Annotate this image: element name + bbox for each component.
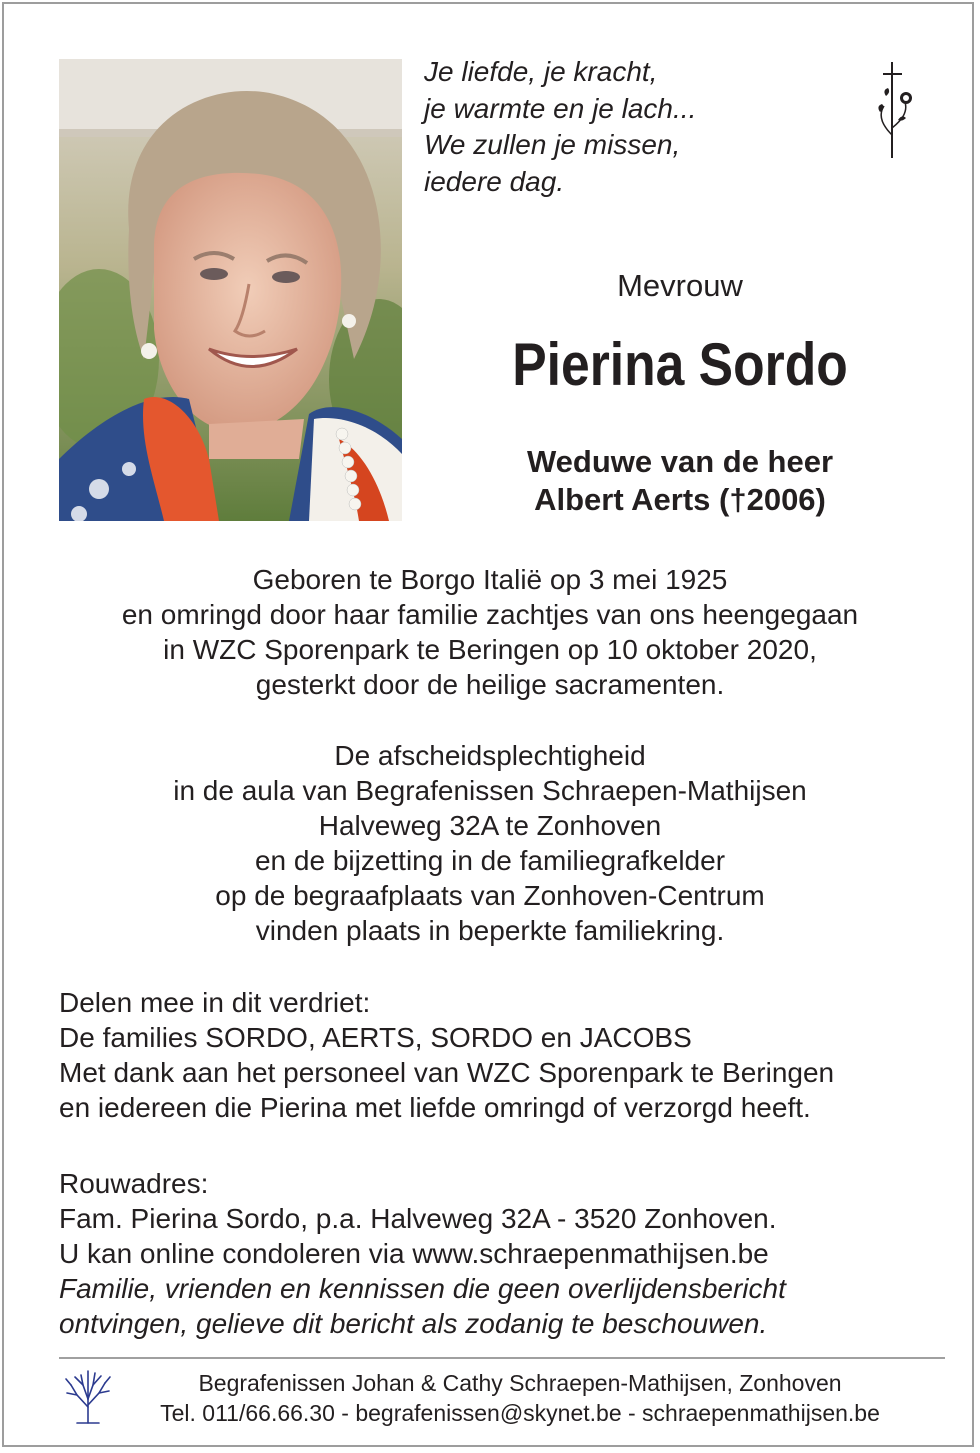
widow-statement [430, 443, 930, 519]
widow-line: Albert Aerts (†2006) [534, 482, 826, 517]
text-line: Halveweg 32A te Zonhoven [318, 810, 662, 841]
poem-line: We zullen je missen, [424, 129, 681, 160]
text-line: vinden plaats in beperkte familiekring. [255, 915, 725, 946]
condolence-link: U kan online condoleren via www.schraepenmathijsen.be [59, 1238, 769, 1269]
text-line: Delen mee in dit verdriet: [59, 987, 371, 1018]
text-line: ontvingen, gelieve dit bericht als zodanig te beschouwen. [59, 1308, 768, 1339]
poem-line: je warmte en je lach... [424, 92, 697, 124]
text-line: gesterkt door de heilige sacramenten. [255, 669, 725, 700]
portrait-photo [59, 59, 402, 521]
cross-with-rose-icon [872, 60, 916, 160]
funeral-home-footer [110, 1368, 930, 1428]
text-line: en de bijzetting in de familiegrafkelder [254, 845, 726, 876]
text-line: en omringd door haar familie zachtjes van ons heengegaan [121, 599, 859, 630]
text-line: De families SORDO, AERTS, SORDO en JACOBS [59, 1022, 692, 1053]
text-line: en iedereen die Pierina met liefde omringd of verzorgd heeft. [59, 1092, 811, 1123]
poem-line: iedere dag. [424, 165, 565, 197]
widow-line: Weduwe van de heer [526, 444, 834, 479]
text-line: Geboren te Borgo Italië op 3 mei 1925 [252, 564, 728, 595]
text-line: Fam. Pierina Sordo, p.a. Halveweg 32A - 3520 Zonhoven. [59, 1203, 777, 1234]
divider [59, 1357, 945, 1359]
poem [424, 54, 754, 200]
deceased-name: Pierina Sordo [512, 331, 848, 398]
text-line: Met dank aan het personeel van WZC Sporenpark te Beringen [59, 1057, 835, 1088]
ceremony-block [40, 738, 940, 948]
text-line: in WZC Sporenpark te Beringen op 10 oktober 2020, [163, 634, 817, 665]
text-line: in de aula van Begrafenissen Schraepen-Mathijsen [173, 775, 807, 806]
funeral-home-contact: Tel. 011/66.66.30 - begrafenissen@skynet.be - schraepenmathijsen.be [160, 1400, 880, 1426]
address-block [59, 1166, 959, 1341]
tree-logo-icon [63, 1367, 113, 1425]
text-line: Rouwadres: [59, 1168, 209, 1199]
birth-death-block [40, 562, 940, 702]
poem-line: Je liefde, je kracht, [424, 56, 658, 87]
family-block [59, 985, 959, 1125]
funeral-home-name: Begrafenissen Johan & Cathy Schraepen-Mathijsen, Zonhoven [198, 1370, 842, 1396]
text-line: Familie, vrienden en kennissen die geen overlijdensbericht [59, 1273, 786, 1304]
text-line: De afscheidsplechtigheid [334, 740, 646, 771]
text-line: op de begraafplaats van Zonhoven-Centrum [215, 880, 765, 911]
salutation: Mevrouw [617, 268, 743, 303]
